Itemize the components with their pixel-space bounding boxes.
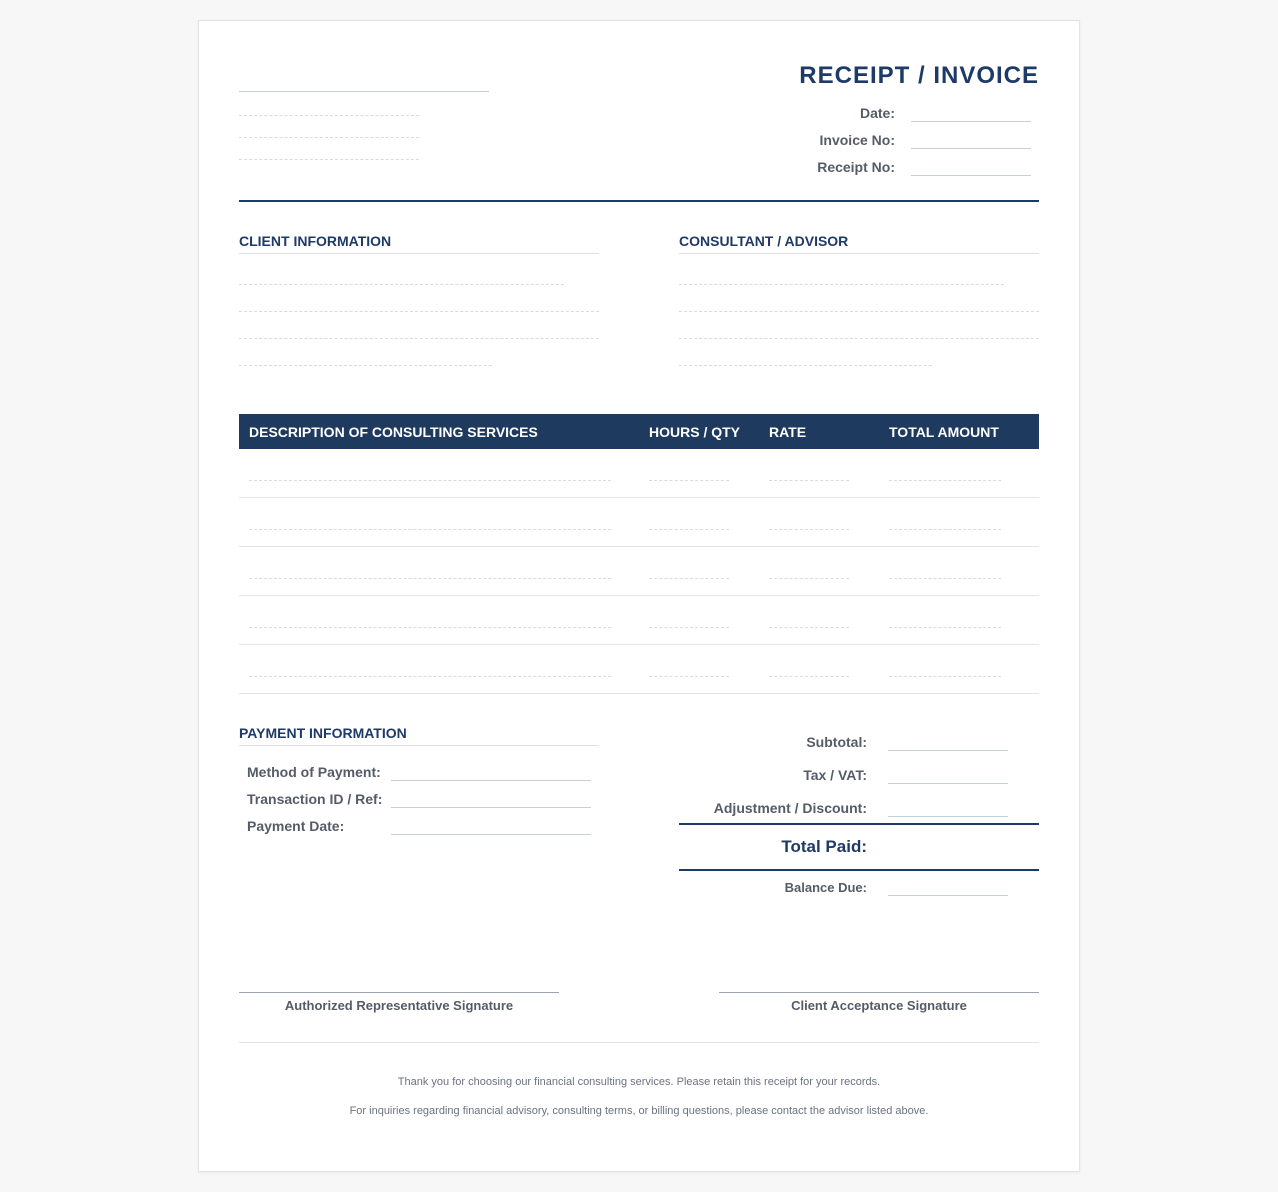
header-divider [239, 200, 1039, 202]
row-5-total[interactable] [889, 676, 1001, 677]
row-3-separator [239, 595, 1039, 596]
adjustment-discount-field[interactable] [888, 816, 1008, 817]
row-4-description[interactable] [249, 627, 611, 628]
row-4-rate[interactable] [769, 627, 849, 628]
consultant-title: CONSULTANT / ADVISOR [679, 233, 849, 249]
row-1-description[interactable] [249, 480, 611, 481]
col-total-amount: TOTAL AMOUNT [889, 424, 999, 440]
authorized-signature-label: Authorized Representative Signature [284, 998, 514, 1013]
footer-inquiries: For inquiries regarding financial advisory, consulting terms, or billing questions, please contact the advisor listed above. [349, 1105, 929, 1117]
payment-info-underline [239, 745, 599, 746]
services-table-header [239, 414, 1039, 449]
row-1-rate[interactable] [769, 480, 849, 481]
tax-vat-label: Tax / VAT: [803, 767, 867, 783]
date-label: Date: [859, 105, 895, 121]
date-field[interactable] [911, 121, 1031, 122]
client-signature-line[interactable] [719, 992, 1039, 993]
method-of-payment-label: Method of Payment: [247, 764, 381, 780]
row-5-separator [239, 693, 1039, 694]
client-line-2[interactable] [239, 311, 599, 312]
row-4-separator [239, 644, 1039, 645]
consultant-line-3[interactable] [679, 338, 1039, 339]
row-1-separator [239, 497, 1039, 498]
receipt-document [198, 20, 1080, 1172]
payment-date-field[interactable] [391, 834, 591, 835]
footer-divider [239, 1042, 1039, 1043]
row-2-description[interactable] [249, 529, 611, 530]
company-address-line-3[interactable] [239, 159, 419, 160]
total-top-rule [679, 823, 1039, 825]
document-title: RECEIPT / INVOICE [799, 62, 1039, 89]
transaction-id-label: Transaction ID / Ref: [247, 791, 383, 807]
balance-due-field[interactable] [888, 895, 1008, 896]
row-5-rate[interactable] [769, 676, 849, 677]
col-rate: RATE [769, 424, 807, 440]
col-hours-qty: HOURS / QTY [649, 424, 741, 440]
row-2-qty[interactable] [649, 529, 729, 530]
tax-vat-field[interactable] [888, 783, 1008, 784]
row-2-rate[interactable] [769, 529, 849, 530]
client-info-title: CLIENT INFORMATION [239, 233, 392, 249]
total-bottom-rule [679, 869, 1039, 871]
row-3-description[interactable] [249, 578, 611, 579]
subtotal-label: Subtotal: [806, 734, 867, 750]
row-5-description[interactable] [249, 676, 611, 677]
company-name-line[interactable] [239, 91, 489, 92]
consultant-line-4[interactable] [679, 365, 932, 366]
row-2-separator [239, 546, 1039, 547]
payment-info-title: PAYMENT INFORMATION [239, 725, 407, 741]
consultant-line-1[interactable] [679, 284, 1004, 285]
col-description: DESCRIPTION OF CONSULTING SERVICES [249, 424, 538, 440]
row-4-qty[interactable] [649, 627, 729, 628]
footer-thank-you: Thank you for choosing our financial consulting services. Please retain this receipt for your records. [397, 1076, 881, 1088]
consultant-line-2[interactable] [679, 311, 1039, 312]
consultant-underline [679, 253, 1039, 254]
row-1-total[interactable] [889, 480, 1001, 481]
row-4-total[interactable] [889, 627, 1001, 628]
invoice-no-label: Invoice No: [819, 132, 895, 148]
company-address-line-1[interactable] [239, 115, 419, 116]
invoice-no-field[interactable] [911, 148, 1031, 149]
transaction-id-field[interactable] [391, 807, 591, 808]
adjustment-discount-label: Adjustment / Discount: [713, 800, 867, 816]
authorized-signature-line[interactable] [239, 992, 559, 993]
subtotal-field[interactable] [888, 750, 1008, 751]
client-line-3[interactable] [239, 338, 599, 339]
client-line-1[interactable] [239, 284, 564, 285]
receipt-no-field[interactable] [911, 175, 1031, 176]
method-of-payment-field[interactable] [391, 780, 591, 781]
client-signature-label: Client Acceptance Signature [791, 998, 967, 1013]
payment-date-label: Payment Date: [247, 818, 345, 834]
company-address-line-2[interactable] [239, 137, 419, 138]
row-3-total[interactable] [889, 578, 1001, 579]
client-line-4[interactable] [239, 365, 492, 366]
total-paid-label: Total Paid: [781, 837, 867, 856]
row-5-qty[interactable] [649, 676, 729, 677]
receipt-no-label: Receipt No: [817, 159, 895, 175]
row-1-qty[interactable] [649, 480, 729, 481]
row-3-qty[interactable] [649, 578, 729, 579]
client-info-underline [239, 253, 599, 254]
row-3-rate[interactable] [769, 578, 849, 579]
balance-due-label: Balance Due: [784, 880, 867, 895]
row-2-total[interactable] [889, 529, 1001, 530]
